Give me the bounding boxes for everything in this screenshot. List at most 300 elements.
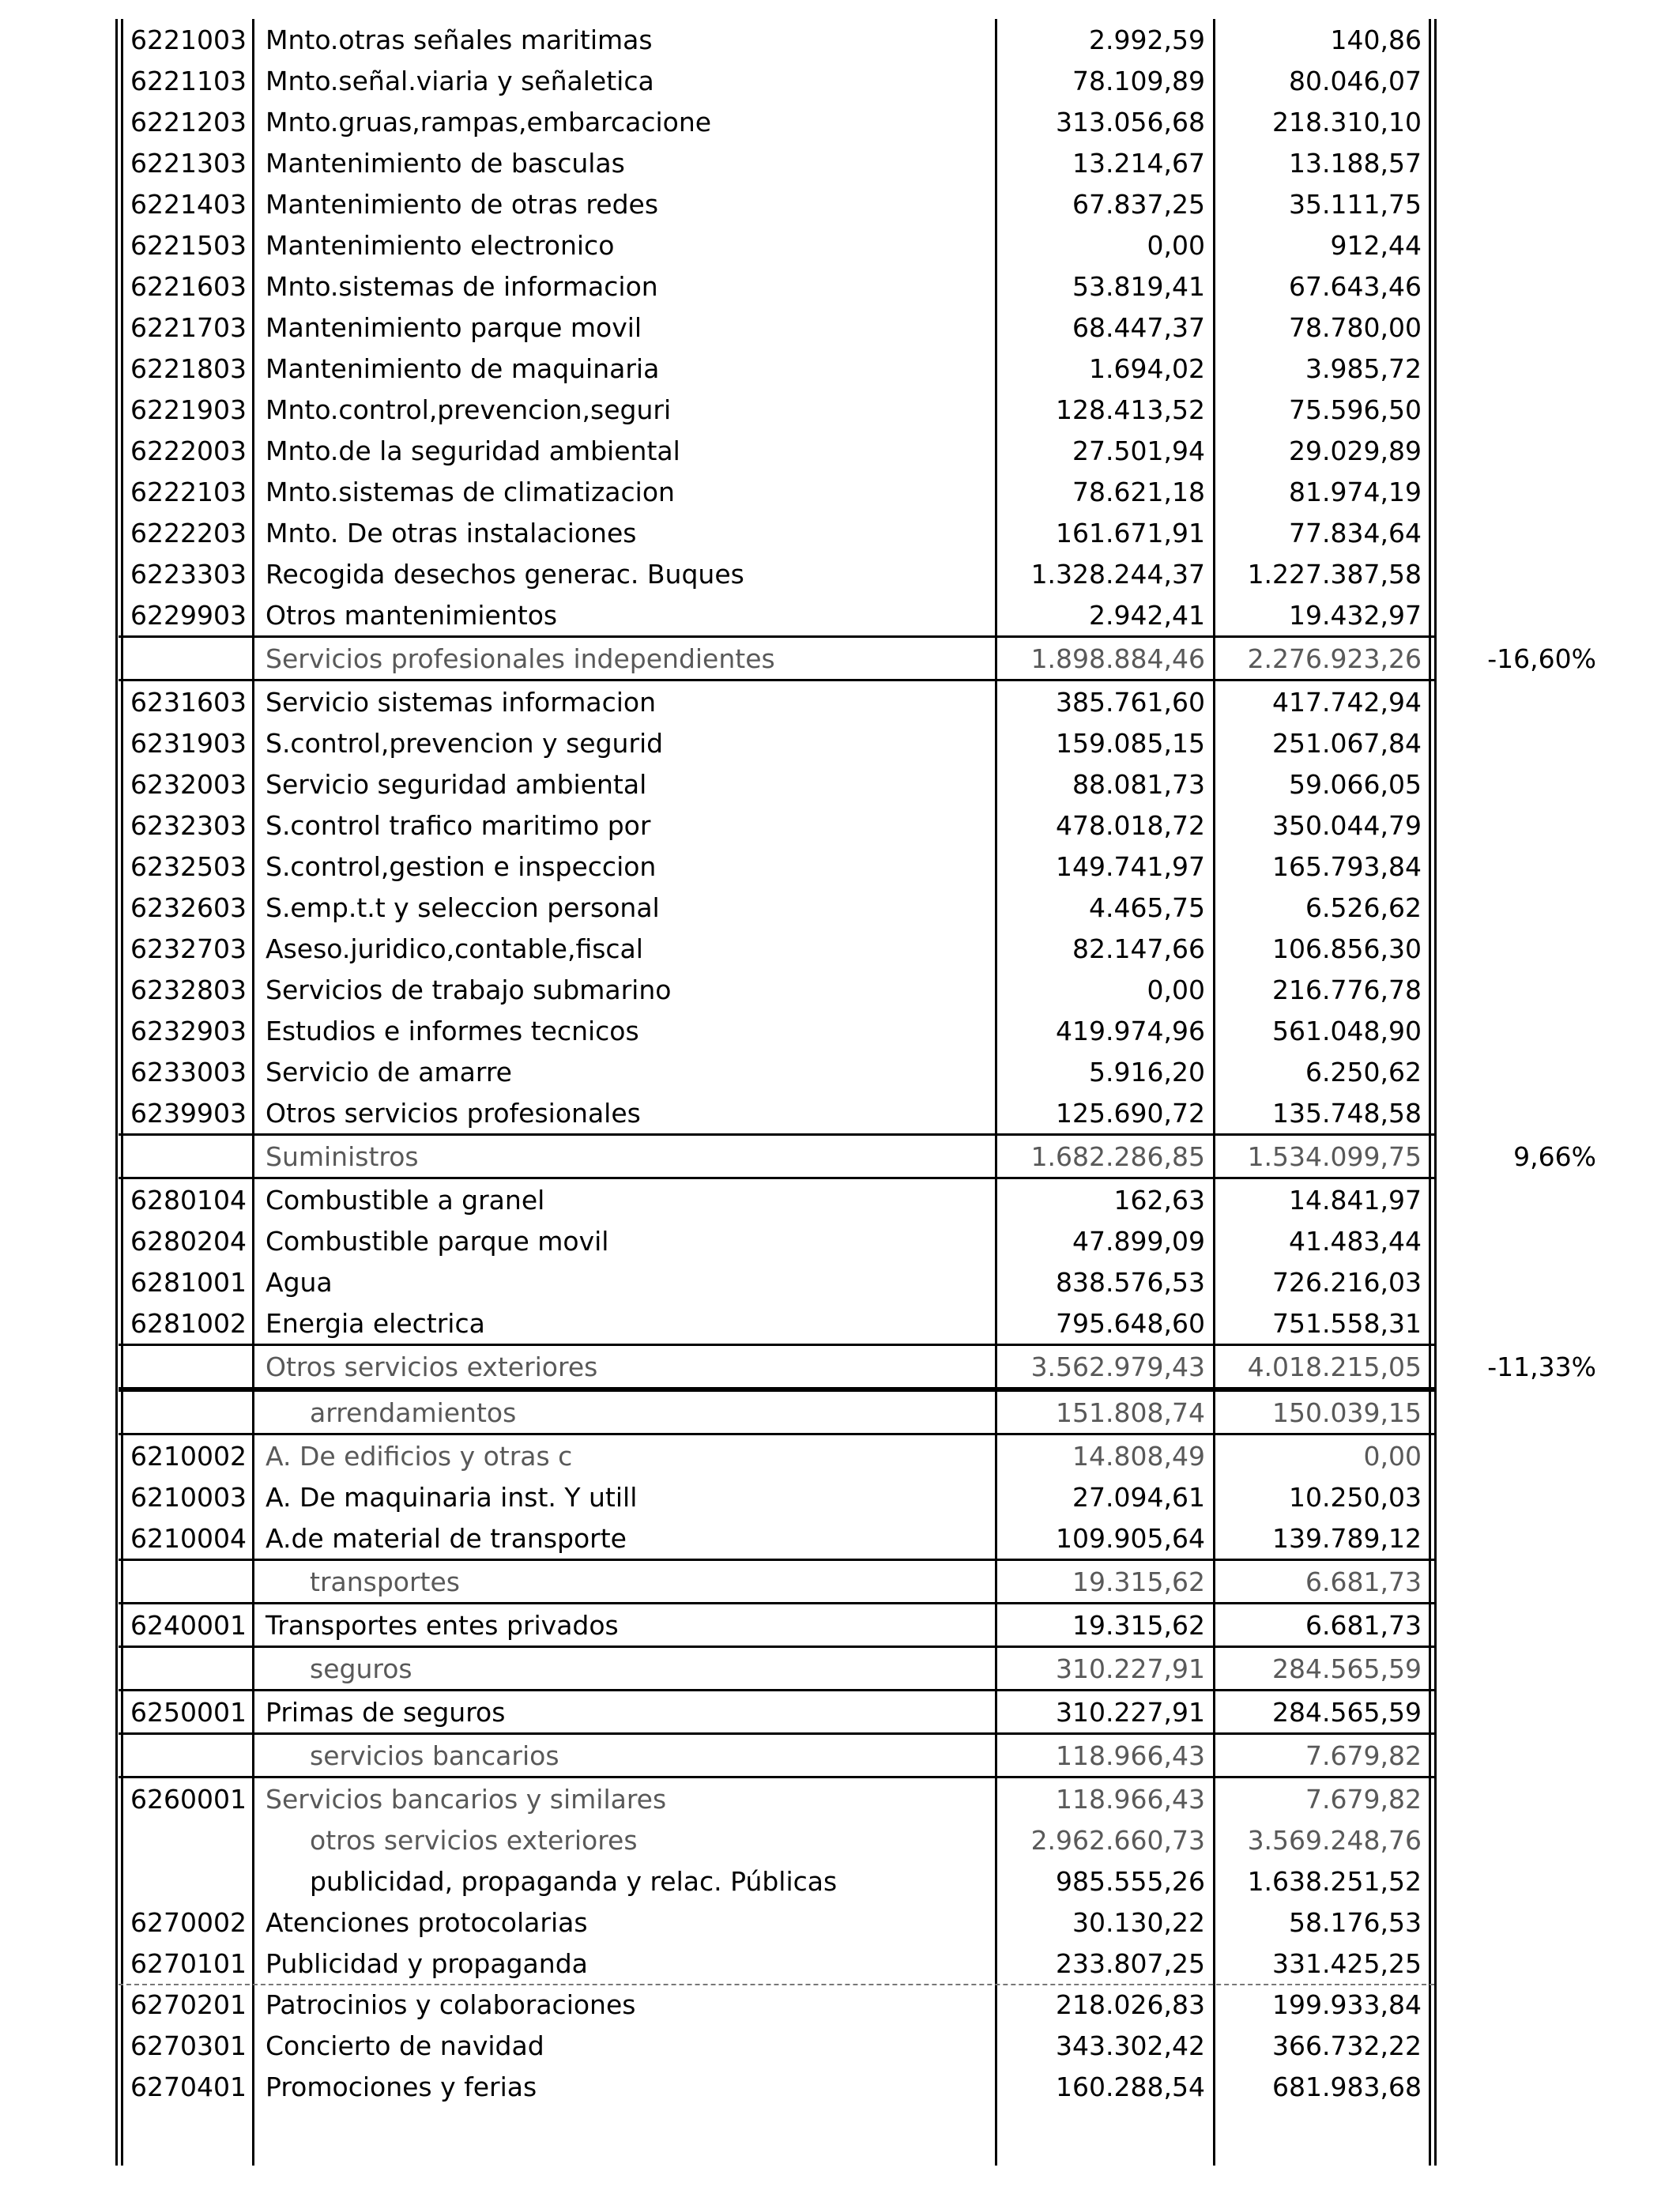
table-row — [0, 224, 1680, 266]
account-description: S.emp.t.t y seleccion personal — [266, 892, 660, 923]
account-description: Mantenimiento de otras redes — [266, 188, 659, 220]
value-year-1: 233.807,25 — [1056, 1947, 1205, 1979]
account-code: 6270101 — [130, 1947, 247, 1979]
variation-percent — [1434, 389, 1596, 430]
group-total-row — [0, 1344, 1680, 1389]
value-year-2: 77.834,64 — [1289, 517, 1422, 548]
value-year-1: 160.288,54 — [1056, 2071, 1205, 2102]
account-code: 6281002 — [130, 1307, 247, 1339]
value-year-2: 7.679,82 — [1305, 1740, 1422, 1771]
value-year-2: 3.569.248,76 — [1247, 1824, 1422, 1856]
value-year-1: 985.555,26 — [1056, 1865, 1205, 1897]
table-row — [0, 142, 1680, 183]
account-description: Mnto. De otras instalaciones — [266, 517, 637, 548]
table-row — [0, 512, 1680, 553]
value-year-2: 19.432,97 — [1289, 599, 1422, 631]
value-year-2: 165.793,84 — [1272, 850, 1422, 882]
table-row — [0, 1691, 1680, 1732]
account-description: Servicios de trabajo submarino — [266, 974, 672, 1005]
table-row — [0, 60, 1680, 101]
account-code — [120, 1646, 248, 1691]
value-year-2: 106.856,30 — [1272, 933, 1422, 964]
account-code: 6233003 — [130, 1056, 247, 1088]
value-year-1: 27.094,61 — [1072, 1481, 1205, 1513]
account-code: 6223303 — [130, 558, 247, 590]
value-year-1: 125.690,72 — [1056, 1097, 1205, 1129]
account-code: 6250001 — [130, 1696, 247, 1728]
variation-percent — [1434, 224, 1596, 266]
account-code — [120, 1389, 248, 1435]
table-row — [0, 1860, 1680, 1902]
value-year-1: 1.898.884,46 — [1030, 643, 1205, 674]
table-row — [0, 1902, 1680, 1943]
account-description: Publicidad y propaganda — [266, 1947, 588, 1979]
account-description: S.control trafico maritimo por — [266, 809, 651, 841]
variation-percent — [1434, 430, 1596, 471]
account-code: 6222003 — [130, 435, 247, 466]
value-year-2: 6.526,62 — [1305, 892, 1422, 923]
account-code: 6229903 — [130, 599, 247, 631]
variation-percent — [1434, 183, 1596, 224]
table-row — [0, 307, 1680, 348]
account-code: 6280204 — [130, 1225, 247, 1257]
account-code — [120, 1133, 248, 1179]
account-description: Energia electrica — [266, 1307, 485, 1339]
group-total-row — [0, 1389, 1680, 1435]
variation-percent — [1434, 2025, 1596, 2066]
account-description: Agua — [266, 1266, 333, 1298]
table-row — [0, 722, 1680, 763]
variation-percent — [1434, 1261, 1596, 1302]
value-year-2: 6.681,73 — [1305, 1566, 1422, 1597]
table-row — [0, 928, 1680, 969]
value-year-1: 4.465,75 — [1089, 892, 1205, 923]
account-code: 6210003 — [130, 1481, 247, 1513]
account-description: Suministros — [266, 1140, 419, 1172]
value-year-1: 343.302,42 — [1056, 2030, 1205, 2061]
account-description: Servicios bancarios y similares — [266, 1783, 667, 1815]
value-year-1: 19.315,62 — [1072, 1566, 1205, 1597]
account-code: 6239903 — [130, 1097, 247, 1129]
account-description: seguros — [310, 1653, 412, 1684]
variation-percent — [1434, 1604, 1596, 1646]
table-row — [0, 681, 1680, 722]
account-description: Mantenimiento de maquinaria — [266, 352, 660, 384]
value-year-2: 726.216,03 — [1272, 1266, 1422, 1298]
account-description: servicios bancarios — [310, 1740, 559, 1771]
account-description: A.de material de transporte — [266, 1522, 627, 1554]
value-year-2: 681.983,68 — [1272, 2071, 1422, 2102]
variation-percent — [1434, 1389, 1596, 1435]
table-row — [0, 19, 1680, 60]
table-row — [0, 1943, 1680, 1984]
account-description: Primas de seguros — [266, 1696, 506, 1728]
variation-percent — [1434, 928, 1596, 969]
value-year-2: 251.067,84 — [1272, 727, 1422, 759]
table-row — [0, 1261, 1680, 1302]
variation-percent: -11,33% — [1487, 1351, 1596, 1382]
account-description: Mnto.gruas,rampas,embarcacione — [266, 106, 712, 138]
account-description: S.control,gestion e inspeccion — [266, 850, 657, 882]
value-year-1: 128.413,52 — [1056, 394, 1205, 425]
table-row — [0, 594, 1680, 635]
variation-percent — [1434, 512, 1596, 553]
account-description: Servicios profesionales independientes — [266, 643, 775, 674]
value-year-1: 1.682.286,85 — [1030, 1140, 1205, 1172]
variation-percent — [1434, 1051, 1596, 1092]
value-year-2: 1.534.099,75 — [1247, 1140, 1422, 1172]
value-year-1: 109.905,64 — [1056, 1522, 1205, 1554]
account-code: 6232503 — [130, 850, 247, 882]
value-year-1: 1.328.244,37 — [1030, 558, 1205, 590]
account-description: Combustible parque movil — [266, 1225, 609, 1257]
value-year-1: 162,63 — [1113, 1184, 1205, 1216]
value-year-1: 151.808,74 — [1056, 1397, 1205, 1428]
account-code: 6281001 — [130, 1266, 247, 1298]
account-code — [120, 1559, 248, 1604]
value-year-1: 159.085,15 — [1056, 727, 1205, 759]
value-year-1: 19.315,62 — [1072, 1609, 1205, 1641]
variation-percent — [1434, 1435, 1596, 1476]
value-year-2: 6.681,73 — [1305, 1609, 1422, 1641]
table-row — [0, 1220, 1680, 1261]
table-row — [0, 2066, 1680, 2107]
variation-percent — [1434, 969, 1596, 1010]
value-year-1: 118.966,43 — [1056, 1740, 1205, 1771]
account-description: A. De edificios y otras c — [266, 1440, 573, 1472]
account-description: Servicio seguridad ambiental — [266, 768, 647, 800]
value-year-1: 118.966,43 — [1056, 1783, 1205, 1815]
group-total-row — [0, 1559, 1680, 1604]
value-year-2: 7.679,82 — [1305, 1783, 1422, 1815]
value-year-2: 13.188,57 — [1289, 147, 1422, 179]
value-year-1: 53.819,41 — [1072, 270, 1205, 302]
table-row — [0, 1435, 1680, 1476]
value-year-1: 0,00 — [1147, 229, 1205, 261]
variation-percent — [1434, 1943, 1596, 1984]
value-year-2: 3.985,72 — [1305, 352, 1422, 384]
account-code: 6232803 — [130, 974, 247, 1005]
account-description: Promociones y ferias — [266, 2071, 537, 2102]
value-year-2: 751.558,31 — [1272, 1307, 1422, 1339]
variation-percent — [1434, 805, 1596, 846]
variation-percent — [1434, 142, 1596, 183]
group-total-row — [0, 635, 1680, 681]
value-year-1: 478.018,72 — [1056, 809, 1205, 841]
variation-percent — [1434, 266, 1596, 307]
value-year-1: 88.081,73 — [1072, 768, 1205, 800]
variation-percent: 9,66% — [1513, 1140, 1596, 1172]
value-year-2: 41.483,44 — [1289, 1225, 1422, 1257]
account-code: 6280104 — [130, 1184, 247, 1216]
variation-percent — [1434, 19, 1596, 60]
value-year-1: 68.447,37 — [1072, 311, 1205, 343]
account-description: arrendamientos — [310, 1397, 517, 1428]
account-code: 6232303 — [130, 809, 247, 841]
value-year-2: 0,00 — [1363, 1440, 1422, 1472]
group-total-row — [0, 1133, 1680, 1179]
value-year-2: 78.780,00 — [1289, 311, 1422, 343]
table-row — [0, 969, 1680, 1010]
table-row — [0, 1604, 1680, 1646]
account-code: 6221703 — [130, 311, 247, 343]
table-row — [0, 471, 1680, 512]
account-description: A. De maquinaria inst. Y utill — [266, 1481, 638, 1513]
account-code: 6232603 — [130, 892, 247, 923]
variation-percent — [1434, 1302, 1596, 1344]
value-year-2: 150.039,15 — [1272, 1397, 1422, 1428]
value-year-2: 199.933,84 — [1272, 1989, 1422, 2020]
account-description: Concierto de navidad — [266, 2030, 544, 2061]
value-year-2: 284.565,59 — [1272, 1696, 1422, 1728]
variation-percent — [1434, 887, 1596, 928]
table-row — [0, 1302, 1680, 1344]
account-description: Atenciones protocolarias — [266, 1906, 588, 1938]
value-year-1: 2.942,41 — [1089, 599, 1205, 631]
variation-percent — [1434, 1476, 1596, 1517]
expense-table — [0, 19, 1680, 2107]
account-code: 6260001 — [130, 1783, 247, 1815]
value-year-2: 284.565,59 — [1272, 1653, 1422, 1684]
account-code: 6221003 — [130, 24, 247, 55]
value-year-2: 14.841,97 — [1289, 1184, 1422, 1216]
value-year-2: 139.789,12 — [1272, 1522, 1422, 1554]
table-row — [0, 101, 1680, 142]
value-year-1: 78.621,18 — [1072, 476, 1205, 507]
account-description: S.control,prevencion y segurid — [266, 727, 664, 759]
table-row — [0, 1010, 1680, 1051]
variation-percent — [1434, 1220, 1596, 1261]
account-description: Mnto.sistemas de informacion — [266, 270, 658, 302]
table-row — [0, 1092, 1680, 1133]
variation-percent — [1434, 1902, 1596, 1943]
value-year-2: 1.638.251,52 — [1247, 1865, 1422, 1897]
account-code: 6210004 — [130, 1522, 247, 1554]
account-description: Mantenimiento parque movil — [266, 311, 642, 343]
value-year-2: 29.029,89 — [1289, 435, 1422, 466]
account-description: Mantenimiento electronico — [266, 229, 615, 261]
account-description: Combustible a granel — [266, 1184, 545, 1216]
value-year-1: 30.130,22 — [1072, 1906, 1205, 1938]
variation-percent — [1434, 681, 1596, 722]
value-year-2: 80.046,07 — [1289, 65, 1422, 96]
table-row — [0, 1819, 1680, 1860]
variation-percent — [1434, 307, 1596, 348]
table-row — [0, 846, 1680, 887]
value-year-1: 2.992,59 — [1089, 24, 1205, 55]
value-year-2: 35.111,75 — [1289, 188, 1422, 220]
account-description: publicidad, propaganda y relac. Públicas — [310, 1865, 838, 1897]
table-row — [0, 183, 1680, 224]
account-description: transportes — [310, 1566, 460, 1597]
account-code: 6222203 — [130, 517, 247, 548]
value-year-1: 310.227,91 — [1056, 1653, 1205, 1684]
variation-percent — [1434, 763, 1596, 805]
account-code: 6221903 — [130, 394, 247, 425]
variation-percent — [1434, 101, 1596, 142]
account-description: Otros mantenimientos — [266, 599, 558, 631]
account-description: Otros servicios exteriores — [266, 1351, 598, 1382]
account-code: 6231603 — [130, 686, 247, 718]
value-year-1: 14.808,49 — [1072, 1440, 1205, 1472]
value-year-1: 5.916,20 — [1089, 1056, 1205, 1088]
value-year-2: 216.776,78 — [1272, 974, 1422, 1005]
account-code: 6222103 — [130, 476, 247, 507]
value-year-1: 0,00 — [1147, 974, 1205, 1005]
variation-percent — [1434, 1010, 1596, 1051]
value-year-1: 218.026,83 — [1056, 1989, 1205, 2020]
variation-percent — [1434, 348, 1596, 389]
variation-percent — [1434, 471, 1596, 512]
variation-percent — [1434, 1778, 1596, 1819]
value-year-1: 149.741,97 — [1056, 850, 1205, 882]
account-description: Mnto.señal.viaria y señaletica — [266, 65, 654, 96]
account-description: Transportes entes privados — [266, 1609, 619, 1641]
table-row — [0, 1984, 1680, 2025]
table-row — [0, 348, 1680, 389]
account-description: Mnto.sistemas de climatizacion — [266, 476, 675, 507]
account-description: Servicio de amarre — [266, 1056, 512, 1088]
value-year-1: 47.899,09 — [1072, 1225, 1205, 1257]
account-code: 6221103 — [130, 65, 247, 96]
account-code: 6231903 — [130, 727, 247, 759]
account-code: 6232703 — [130, 933, 247, 964]
account-description: Mnto.otras señales maritimas — [266, 24, 653, 55]
table-row — [0, 266, 1680, 307]
account-description: Aseso.juridico,contable,fiscal — [266, 933, 643, 964]
table-row — [0, 763, 1680, 805]
table-row — [0, 1179, 1680, 1220]
account-code: 6270401 — [130, 2071, 247, 2102]
account-code: 6240001 — [130, 1609, 247, 1641]
account-description: Recogida desechos generac. Buques — [266, 558, 744, 590]
account-code — [120, 1819, 248, 1860]
value-year-1: 1.694,02 — [1089, 352, 1205, 384]
value-year-2: 10.250,03 — [1289, 1481, 1422, 1513]
value-year-1: 310.227,91 — [1056, 1696, 1205, 1728]
account-description: Estudios e informes tecnicos — [266, 1015, 639, 1046]
variation-percent — [1434, 594, 1596, 635]
value-year-2: 75.596,50 — [1289, 394, 1422, 425]
table-row — [0, 430, 1680, 471]
account-code: 6221203 — [130, 106, 247, 138]
account-code: 6221803 — [130, 352, 247, 384]
value-year-1: 13.214,67 — [1072, 147, 1205, 179]
account-code — [120, 635, 248, 681]
value-year-2: 58.176,53 — [1289, 1906, 1422, 1938]
value-year-2: 2.276.923,26 — [1247, 643, 1422, 674]
value-year-2: 218.310,10 — [1272, 106, 1422, 138]
value-year-1: 67.837,25 — [1072, 188, 1205, 220]
account-code: 6232903 — [130, 1015, 247, 1046]
variation-percent — [1434, 1559, 1596, 1604]
account-description: Mnto.de la seguridad ambiental — [266, 435, 680, 466]
value-year-2: 67.643,46 — [1289, 270, 1422, 302]
variation-percent — [1434, 1691, 1596, 1732]
table-row — [0, 2025, 1680, 2066]
variation-percent — [1434, 1860, 1596, 1902]
variation-percent — [1434, 553, 1596, 594]
account-description: Mantenimiento de basculas — [266, 147, 625, 179]
value-year-2: 81.974,19 — [1289, 476, 1422, 507]
variation-percent: -16,60% — [1487, 643, 1596, 674]
value-year-1: 161.671,91 — [1056, 517, 1205, 548]
table-row — [0, 1476, 1680, 1517]
value-year-1: 2.962.660,73 — [1030, 1824, 1205, 1856]
value-year-2: 4.018.215,05 — [1247, 1351, 1422, 1382]
account-code: 6210002 — [130, 1440, 247, 1472]
account-description: Servicio sistemas informacion — [266, 686, 657, 718]
value-year-2: 135.748,58 — [1272, 1097, 1422, 1129]
value-year-1: 3.562.979,43 — [1030, 1351, 1205, 1382]
account-code — [120, 1860, 248, 1902]
table-row — [0, 553, 1680, 594]
account-code: 6270301 — [130, 2030, 247, 2061]
account-description: otros servicios exteriores — [310, 1824, 638, 1856]
group-total-row — [0, 1646, 1680, 1691]
value-year-1: 385.761,60 — [1056, 686, 1205, 718]
variation-percent — [1434, 1819, 1596, 1860]
value-year-2: 59.066,05 — [1289, 768, 1422, 800]
variation-percent — [1434, 1092, 1596, 1133]
account-code: 6270002 — [130, 1906, 247, 1938]
variation-percent — [1434, 1646, 1596, 1691]
value-year-2: 1.227.387,58 — [1247, 558, 1422, 590]
value-year-2: 350.044,79 — [1272, 809, 1422, 841]
variation-percent — [1434, 1984, 1596, 2025]
variation-percent — [1434, 722, 1596, 763]
account-code: 6221603 — [130, 270, 247, 302]
table-row — [0, 887, 1680, 928]
account-code: 6232003 — [130, 768, 247, 800]
account-code — [120, 1732, 248, 1778]
value-year-1: 82.147,66 — [1072, 933, 1205, 964]
value-year-2: 366.732,22 — [1272, 2030, 1422, 2061]
value-year-2: 6.250,62 — [1305, 1056, 1422, 1088]
value-year-1: 795.648,60 — [1056, 1307, 1205, 1339]
group-total-row — [0, 1732, 1680, 1778]
table-row — [0, 805, 1680, 846]
variation-percent — [1434, 846, 1596, 887]
value-year-1: 78.109,89 — [1072, 65, 1205, 96]
account-description: Otros servicios profesionales — [266, 1097, 641, 1129]
value-year-1: 27.501,94 — [1072, 435, 1205, 466]
variation-percent — [1434, 1517, 1596, 1559]
table-row — [0, 389, 1680, 430]
account-code: 6221503 — [130, 229, 247, 261]
account-code — [120, 1344, 248, 1389]
value-year-1: 838.576,53 — [1056, 1266, 1205, 1298]
account-description: Patrocinios y colaboraciones — [266, 1989, 636, 2020]
account-description: Mnto.control,prevencion,seguri — [266, 394, 672, 425]
variation-percent — [1434, 1732, 1596, 1778]
value-year-2: 140,86 — [1330, 24, 1422, 55]
table-row — [0, 1051, 1680, 1092]
value-year-1: 313.056,68 — [1056, 106, 1205, 138]
value-year-2: 912,44 — [1330, 229, 1422, 261]
variation-percent — [1434, 60, 1596, 101]
table-row — [0, 1778, 1680, 1819]
account-code: 6270201 — [130, 1989, 247, 2020]
value-year-2: 417.742,94 — [1272, 686, 1422, 718]
account-code: 6221303 — [130, 147, 247, 179]
table-row — [0, 1517, 1680, 1559]
value-year-1: 419.974,96 — [1056, 1015, 1205, 1046]
value-year-2: 561.048,90 — [1272, 1015, 1422, 1046]
value-year-2: 331.425,25 — [1272, 1947, 1422, 1979]
account-code: 6221403 — [130, 188, 247, 220]
variation-percent — [1434, 1179, 1596, 1220]
